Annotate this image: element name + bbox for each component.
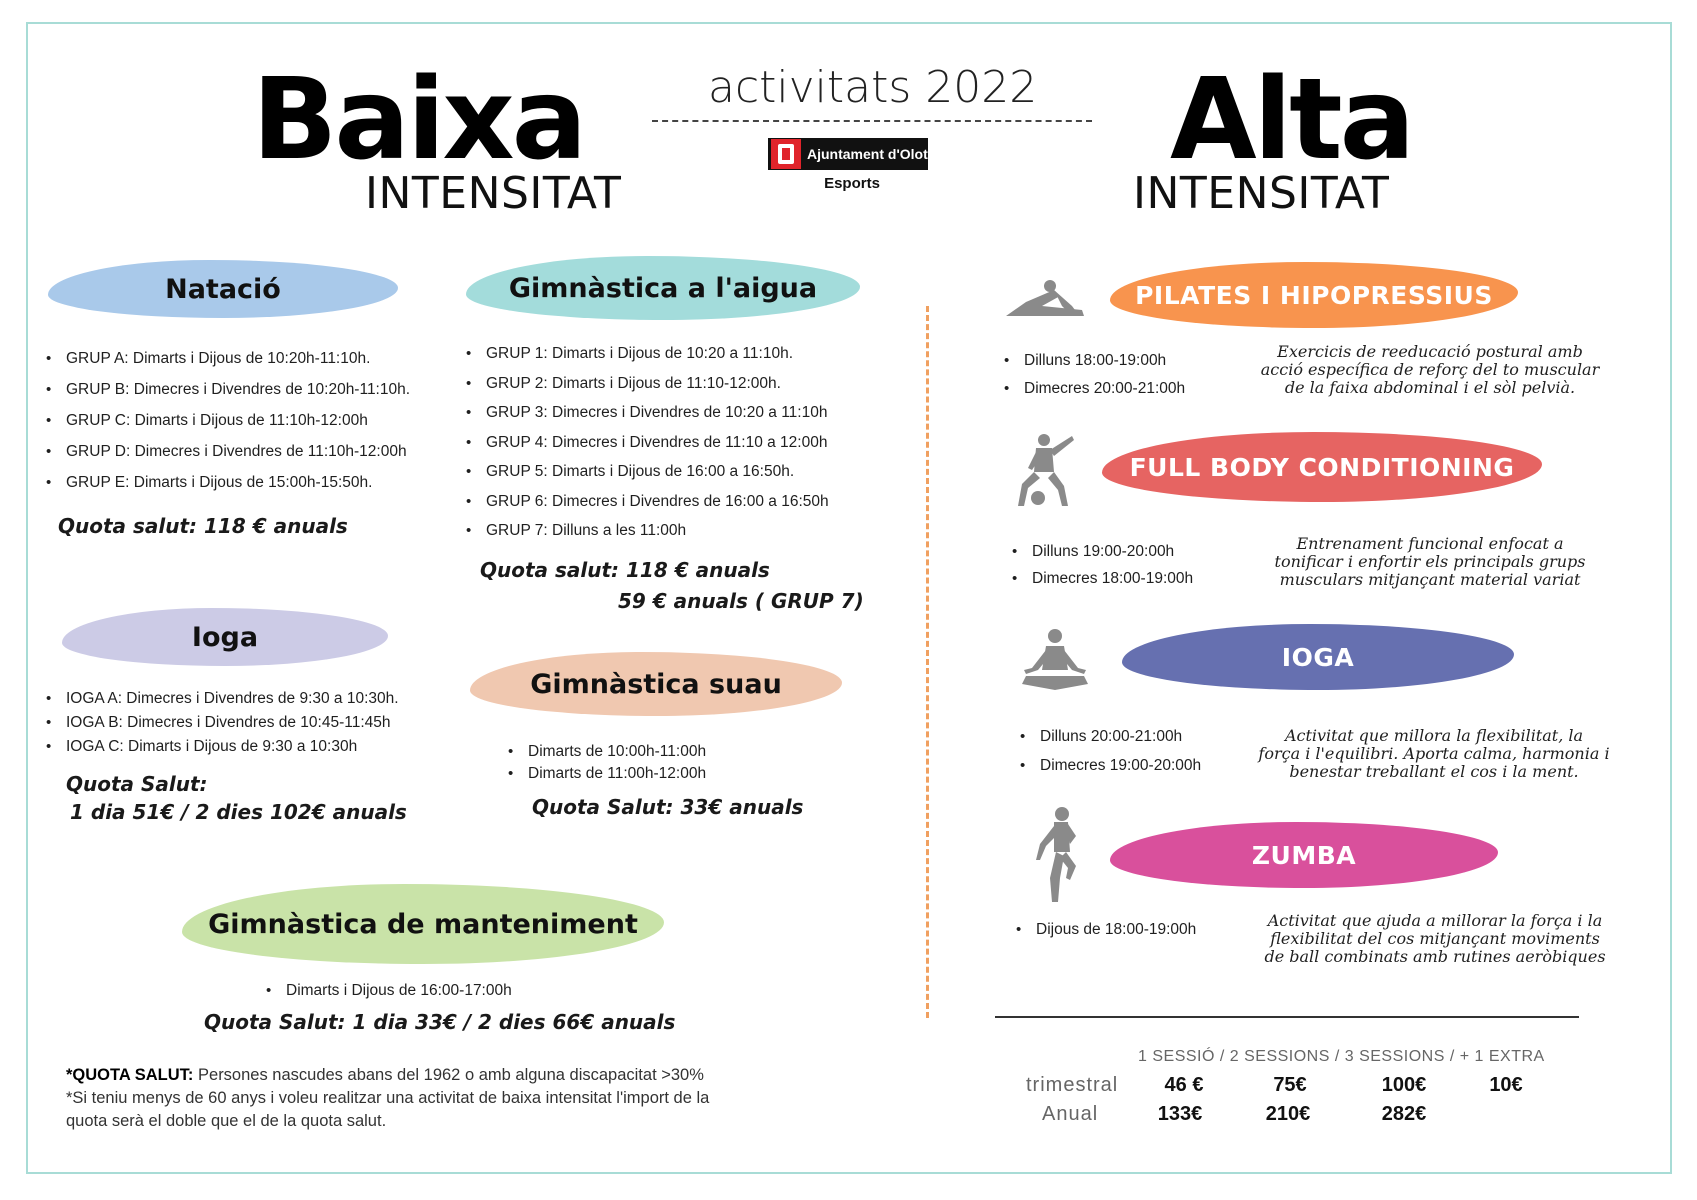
list-item: • Dimarts i Dijous de 16:00-17:00h: [266, 982, 512, 1004]
list-item: • GRUP E: Dimarts i Dijous de 15:00h-15:50h.: [46, 474, 410, 505]
list-item: • IOGA B: Dimecres i Divendres de 10:45-11:45h: [46, 714, 399, 738]
list-item: • GRUP D: Dimecres i Divendres de 11:10h-12:00h: [46, 443, 410, 474]
description-line: flexibilitat del cos mitjançant moviments: [1270, 929, 1600, 948]
prices-divider: [995, 1016, 1579, 1018]
activitats-title: activitats 2022: [708, 62, 1038, 113]
price-value: 210€: [1265, 1103, 1311, 1125]
gim-manteniment-heading: Gimnàstica de manteniment: [182, 884, 664, 964]
ioga-left-heading: Ioga: [62, 608, 388, 666]
fullbody-schedule: [1012, 543, 1193, 597]
description-line: de ball combinats amb rutines aeròbiques: [1264, 947, 1606, 966]
description-line: acció específica de reforç del to muscular: [1260, 360, 1600, 379]
list-item: • GRUP 6: Dimecres i Divendres de 16:00 a 16:50h: [466, 493, 829, 523]
price-value: 75€: [1273, 1074, 1307, 1096]
yoga-lotus-icon: [1018, 628, 1092, 692]
ioga-right-heading: IOGA: [1122, 624, 1514, 690]
description-line: força i l'equilibri. Aporta calma, harmonia i: [1258, 744, 1610, 763]
zumba-dancer-icon: [1032, 804, 1080, 904]
price-row-label: trimestral: [1026, 1074, 1119, 1096]
ioga-left-schedule: [46, 690, 399, 762]
pilates-stretch-icon: [1002, 276, 1090, 320]
fullbody-heading: FULL BODY CONDITIONING: [1102, 432, 1542, 502]
gim-manteniment-schedule: [266, 982, 512, 1004]
list-item: • GRUP B: Dimecres i Divendres de 10:20h-11:10h.: [46, 381, 410, 412]
olot-seal-icon: [771, 139, 801, 169]
description-line: Entrenament funcional enfocat a: [1296, 534, 1564, 553]
fullbody-description: [1250, 535, 1610, 589]
list-item: • GRUP 4: Dimecres i Divendres de 11:10 a 12:00h: [466, 434, 829, 464]
pilates-description: [1250, 343, 1610, 397]
description-line: Exercicis de reeducació postural amb: [1277, 342, 1583, 361]
list-item: • Dilluns 19:00-20:00h: [1012, 543, 1193, 570]
list-item: • Dimarts de 11:00h-12:00h: [508, 765, 706, 787]
ioga-right-description: [1248, 727, 1620, 781]
description-line: Activitat que ajuda a millorar la força i la: [1267, 911, 1603, 930]
list-item: • GRUP C: Dimarts i Dijous de 11:10h-12:00h: [46, 412, 410, 443]
list-item: • GRUP 1: Dimarts i Dijous de 10:20 a 11:10h.: [466, 345, 829, 375]
list-item: • Dijous de 18:00-19:00h: [1016, 921, 1196, 945]
alta-subtitle: INTENSITAT: [1133, 168, 1390, 219]
gim-aigua-heading: Gimnàstica a l'aigua: [466, 256, 860, 320]
list-item: • Dimarts de 10:00h-11:00h: [508, 743, 706, 765]
list-item: • Dilluns 18:00-19:00h: [1004, 352, 1185, 380]
list-item: • Dimecres 20:00-21:00h: [1004, 380, 1185, 408]
gim-aigua-quota-grup7: 59 € anuals ( GRUP 7): [618, 589, 864, 613]
description-line: tonificar i enfortir els principals grups: [1274, 552, 1586, 571]
baixa-subtitle: INTENSITAT: [365, 168, 622, 219]
pilates-heading: PILATES I HIPOPRESSIUS: [1110, 262, 1518, 328]
zumba-schedule: [1016, 921, 1196, 945]
list-item: • IOGA C: Dimarts i Dijous de 9:30 a 10:30h: [46, 738, 399, 762]
prices-header: 1 SESSIÓ / 2 SESSIONS / 3 SESSIONS / + 1 EXTRA: [1138, 1048, 1545, 1065]
ioga-right-schedule: [1020, 728, 1201, 786]
quota-salut-footnote: [66, 1064, 826, 1133]
alta-title: Alta: [1170, 55, 1413, 185]
natacio-heading: Natació: [48, 260, 398, 318]
kettlebell-athlete-icon: [1010, 432, 1080, 510]
list-item: • Dimecres 19:00-20:00h: [1020, 757, 1201, 786]
baixa-title: Baixa: [252, 55, 585, 185]
gim-manteniment-quota: Quota Salut: 1 dia 33€ / 2 dies 66€ anuals: [204, 1010, 676, 1034]
ajuntament-logo: [768, 138, 928, 170]
natacio-quota: Quota salut: 118 € anuals: [58, 514, 348, 538]
list-item: • GRUP 7: Dilluns a les 11:00h: [466, 522, 829, 552]
list-item: • Dilluns 20:00-21:00h: [1020, 728, 1201, 757]
section-divider: [926, 306, 929, 1018]
list-item: • GRUP 5: Dimarts i Dijous de 16:00 a 16:50h.: [466, 463, 829, 493]
footnote-label: *QUOTA SALUT:: [66, 1066, 194, 1084]
list-item: • GRUP 3: Dimecres i Divendres de 10:20 a 11:10h: [466, 404, 829, 434]
list-item: • IOGA A: Dimecres i Divendres de 9:30 a 10:30h.: [46, 690, 399, 714]
gim-suau-quota: Quota Salut: 33€ anuals: [532, 795, 804, 819]
footnote-line1: Persones nascudes abans del 1962 o amb alguna discapacitat >30%: [193, 1066, 704, 1084]
gim-suau-heading: Gimnàstica suau: [470, 652, 842, 716]
price-value: 46 €: [1164, 1074, 1204, 1096]
list-item: • Dimecres 18:00-19:00h: [1012, 570, 1193, 597]
natacio-schedule: [46, 350, 410, 505]
ioga-left-quota: 1 dia 51€ / 2 dies 102€ anuals: [70, 800, 407, 824]
description-line: musculars mitjançant material variat: [1279, 570, 1581, 589]
price-value: 100€: [1381, 1074, 1427, 1096]
description-line: de la faixa abdominal i el sòl pelvià.: [1284, 378, 1576, 397]
logo-text: Ajuntament d'Olot: [807, 146, 928, 162]
gim-aigua-quota: Quota salut: 118 € anuals: [480, 558, 770, 582]
pilates-schedule: [1004, 352, 1185, 408]
description-line: Activitat que millora la flexibilitat, la: [1284, 726, 1584, 745]
footnote-line3: quota serà el doble que el de la quota salut.: [66, 1112, 387, 1130]
ioga-left-quota-label: Quota Salut:: [66, 772, 208, 796]
price-value: 133€: [1157, 1103, 1203, 1125]
description-line: benestar treballant el cos i la ment.: [1289, 762, 1579, 781]
zumba-description: [1250, 912, 1620, 966]
gim-aigua-schedule: [466, 345, 829, 552]
gim-suau-schedule: [508, 743, 706, 787]
logo-subtitle: Esports: [824, 175, 880, 192]
footnote-line2: *Si teniu menys de 60 anys i voleu realitzar una activitat de baixa intensitat l'import de la: [66, 1089, 710, 1107]
price-row-label: Anual: [1042, 1103, 1099, 1125]
title-divider: [652, 120, 1092, 122]
zumba-heading: ZUMBA: [1110, 822, 1498, 888]
price-value: 10€: [1489, 1074, 1523, 1096]
price-value: 282€: [1381, 1103, 1427, 1125]
list-item: • GRUP A: Dimarts i Dijous de 10:20h-11:10h.: [46, 350, 410, 381]
list-item: • GRUP 2: Dimarts i Dijous de 11:10-12:00h.: [466, 375, 829, 405]
